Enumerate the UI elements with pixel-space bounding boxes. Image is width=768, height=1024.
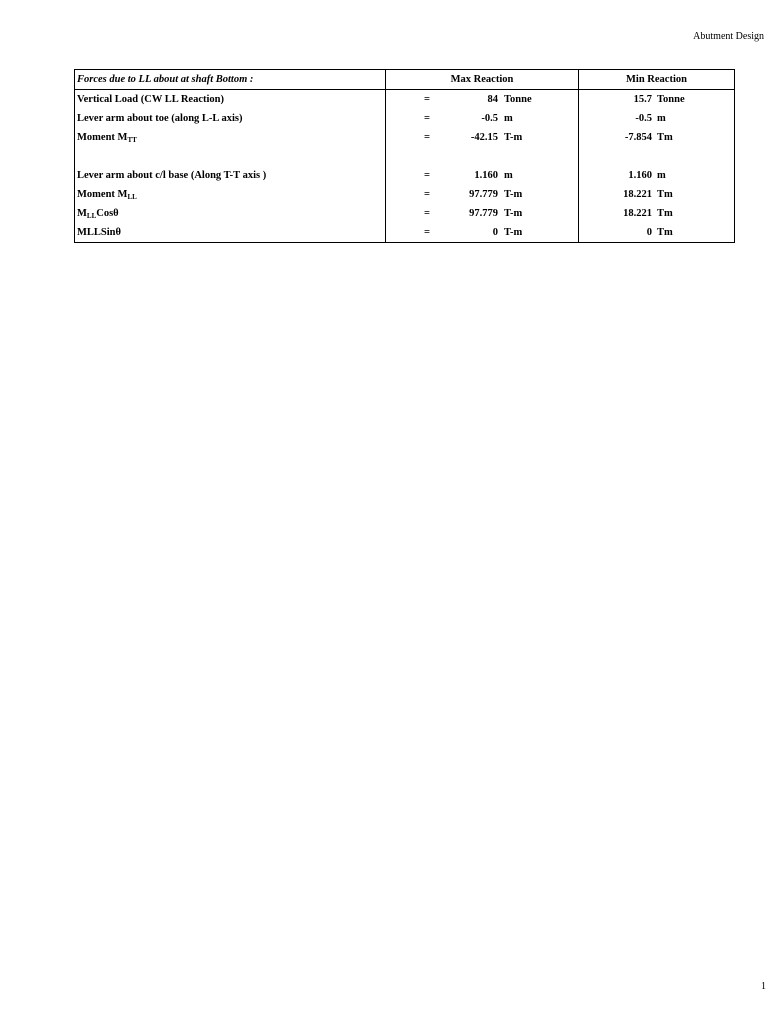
min-unit: Tm xyxy=(657,189,673,200)
row-label: Vertical Load (CW LL Reaction) xyxy=(75,90,386,110)
max-value: 97.779 xyxy=(469,208,498,219)
min-value: -7.854 xyxy=(624,132,652,143)
column-header-max: Max Reaction xyxy=(386,70,579,90)
min-unit: m xyxy=(657,170,666,181)
min-unit: Tm xyxy=(657,208,673,219)
max-unit: T-m xyxy=(504,132,523,143)
row-label: Moment $M_{LL}$ xyxy=(75,185,386,204)
max-value: 0 xyxy=(492,227,498,238)
row-label: Moment $M_{TT}$ xyxy=(75,128,386,147)
table-heading-label: Forces due to LL about at shaft Bottom : xyxy=(75,70,386,90)
equals-sign: = xyxy=(424,227,430,238)
ll-forces-table xyxy=(74,69,735,243)
page-header-title: Abutment Design xyxy=(693,31,764,42)
equals-sign: = xyxy=(424,132,430,143)
min-value: 18.221 xyxy=(623,208,652,219)
equals-sign: = xyxy=(424,94,430,105)
equals-sign: = xyxy=(424,113,430,124)
min-value: 15.7 xyxy=(633,94,652,105)
min-value: 1.160 xyxy=(628,170,652,181)
equals-sign: = xyxy=(424,208,430,219)
max-value: 97.779 xyxy=(469,189,498,200)
min-value: 0 xyxy=(646,227,652,238)
table-header-row xyxy=(75,70,735,90)
row-label: $M_{LL}Cos\theta$ xyxy=(75,204,386,223)
column-header-min: Min Reaction xyxy=(579,70,735,90)
table-row xyxy=(75,204,735,223)
max-value: -42.15 xyxy=(470,132,498,143)
min-value: 18.221 xyxy=(623,189,652,200)
table-row xyxy=(75,109,735,128)
spacer-row xyxy=(75,147,735,166)
min-unit: Tm xyxy=(657,227,673,238)
row-label: Lever arm about c/l base (Along T-T axis ) xyxy=(75,166,386,185)
table-row xyxy=(75,223,735,243)
max-value: 1.160 xyxy=(474,170,498,181)
min-unit: m xyxy=(657,113,666,124)
max-unit: T-m xyxy=(504,189,523,200)
page-number: 1 xyxy=(761,981,766,992)
max-unit: m xyxy=(504,113,513,124)
equals-sign: = xyxy=(424,170,430,181)
table-row xyxy=(75,128,735,147)
max-unit: T-m xyxy=(504,208,523,219)
min-unit: Tonne xyxy=(657,94,685,105)
min-unit: Tm xyxy=(657,132,673,143)
max-value: 84 xyxy=(487,94,498,105)
table-row xyxy=(75,90,735,110)
equals-sign: = xyxy=(424,189,430,200)
min-value: -0.5 xyxy=(635,113,652,124)
row-label: Lever arm about toe (along L-L axis) xyxy=(75,109,386,128)
max-value: -0.5 xyxy=(481,113,498,124)
max-unit: T-m xyxy=(504,227,523,238)
max-unit: m xyxy=(504,170,513,181)
table-row xyxy=(75,185,735,204)
row-label: MLLSinθ xyxy=(75,223,386,243)
table-row xyxy=(75,166,735,185)
max-unit: Tonne xyxy=(504,94,532,105)
